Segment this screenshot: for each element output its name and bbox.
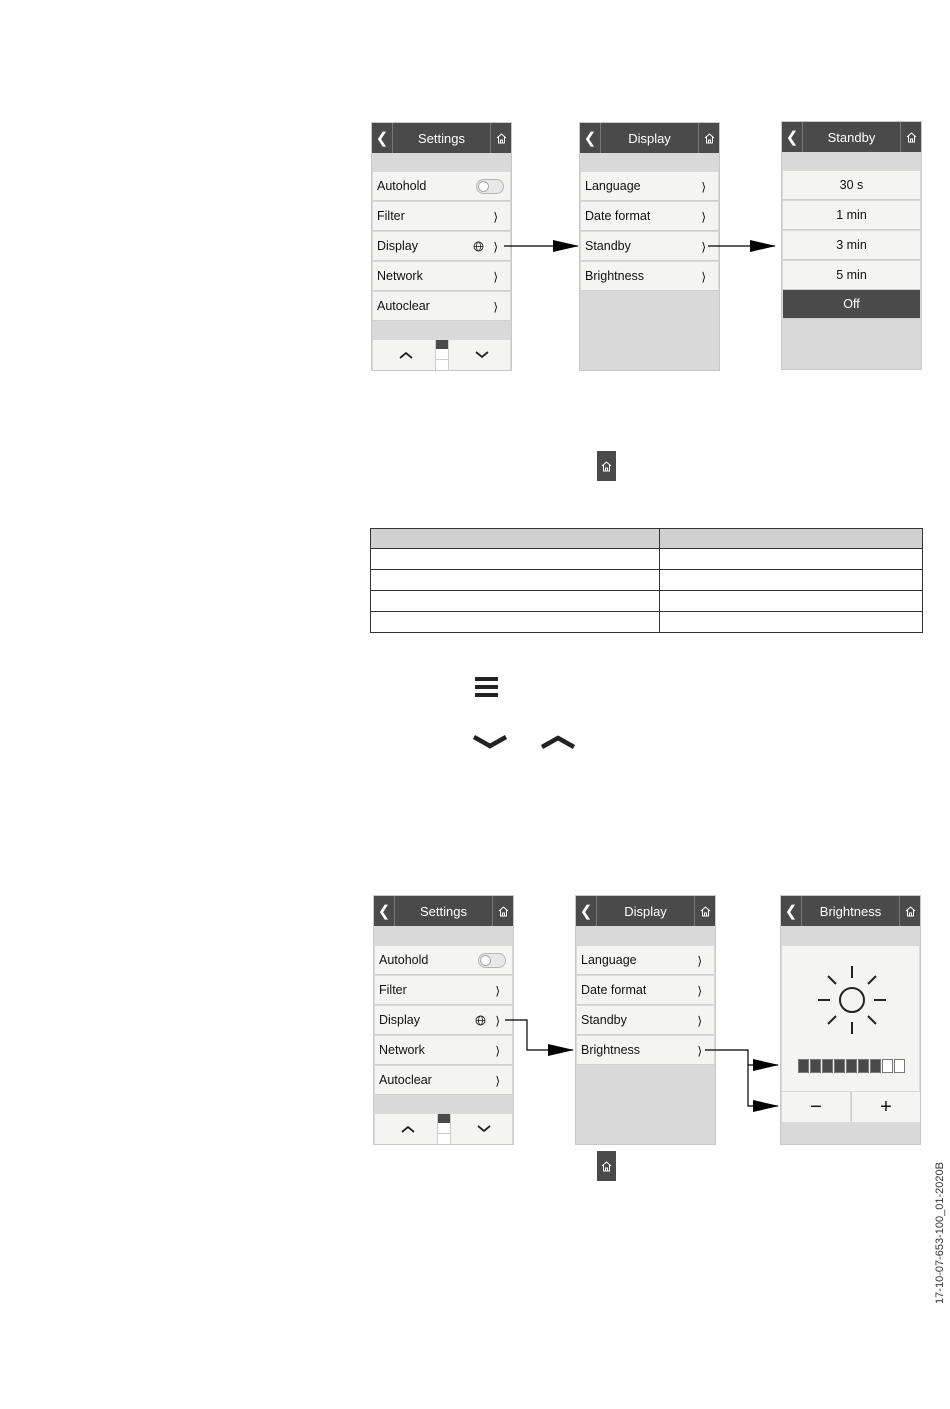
menu-item-label: Network [377, 269, 423, 283]
chevron-right-icon: ⟩ [493, 209, 498, 224]
back-icon: ❮ [785, 129, 799, 146]
menu-item-label: Autohold [377, 179, 427, 193]
brightness-minus-button[interactable]: − [782, 1092, 850, 1122]
chevron-right-icon: ⟩ [493, 269, 498, 284]
screen-title: Brightness [801, 896, 900, 926]
chevron-right-icon: ⟩ [495, 1043, 500, 1058]
menu-item-label: Filter [379, 983, 407, 997]
brightness-plus-button[interactable]: + [851, 1092, 920, 1122]
chevron-right-icon: ⟩ [701, 269, 706, 284]
standby-option-off[interactable]: Off [783, 290, 920, 319]
menu-item-label: Standby [585, 239, 631, 253]
menu-item-label: Filter [377, 209, 405, 223]
menu-item-label: Language [581, 953, 637, 967]
chevron-right-icon: ⟩ [701, 179, 706, 194]
back-icon: ❮ [784, 903, 798, 920]
menu-item-label: Date format [581, 983, 647, 997]
screen-title: Settings [392, 123, 491, 153]
back-icon: ❮ [377, 903, 391, 920]
menu-item-label: Date format [585, 209, 651, 223]
chevron-right-icon: ⟩ [697, 953, 702, 968]
chevron-right-icon: ⟩ [495, 983, 500, 998]
chevron-right-icon: ⟩ [701, 209, 706, 224]
back-icon: ❮ [583, 130, 597, 147]
menu-item-label: Network [379, 1043, 425, 1057]
chevron-right-icon: ⟩ [697, 1013, 702, 1028]
arrow-brightness-to-buttons [748, 1065, 778, 1106]
chevron-right-icon: ⟩ [493, 239, 498, 254]
figure-code [934, 1148, 946, 1318]
chevron-right-icon: ⟩ [495, 1013, 500, 1028]
standby-option-30s[interactable]: 30 s [783, 171, 920, 200]
back-icon: ❮ [375, 130, 389, 147]
menu-item-label: Language [585, 179, 641, 193]
menu-item-label: Autoclear [379, 1073, 432, 1087]
back-icon: ❮ [579, 903, 593, 920]
figure-code-text: 17-10-07-653-100_01-2020B [934, 1162, 946, 1304]
arrow-settings-to-brightness-menu [505, 1020, 573, 1050]
chevron-right-icon: ⟩ [493, 299, 498, 314]
chevron-right-icon: ⟩ [701, 239, 706, 254]
menu-item-label: Standby [581, 1013, 627, 1027]
screen-title: Standby [802, 122, 901, 152]
chevron-right-icon: ⟩ [697, 1043, 702, 1058]
menu-item-label: Display [379, 1013, 420, 1027]
screen-title: Display [600, 123, 699, 153]
menu-item-label: Autohold [379, 953, 429, 967]
arrow-brightness-to-level [705, 1050, 778, 1065]
chevron-right-icon: ⟩ [697, 983, 702, 998]
standby-option-3min[interactable]: 3 min [783, 231, 920, 260]
menu-item-label: Brightness [585, 269, 645, 283]
chevron-right-icon: ⟩ [495, 1073, 500, 1088]
menu-item-label: Autoclear [377, 299, 430, 313]
standby-option-1min[interactable]: 1 min [783, 201, 920, 230]
standby-option-5min[interactable]: 5 min [783, 261, 920, 290]
screen-title: Settings [394, 896, 493, 926]
screen-title: Display [596, 896, 695, 926]
menu-item-label: Display [377, 239, 418, 253]
menu-item-label: Brightness [581, 1043, 641, 1057]
